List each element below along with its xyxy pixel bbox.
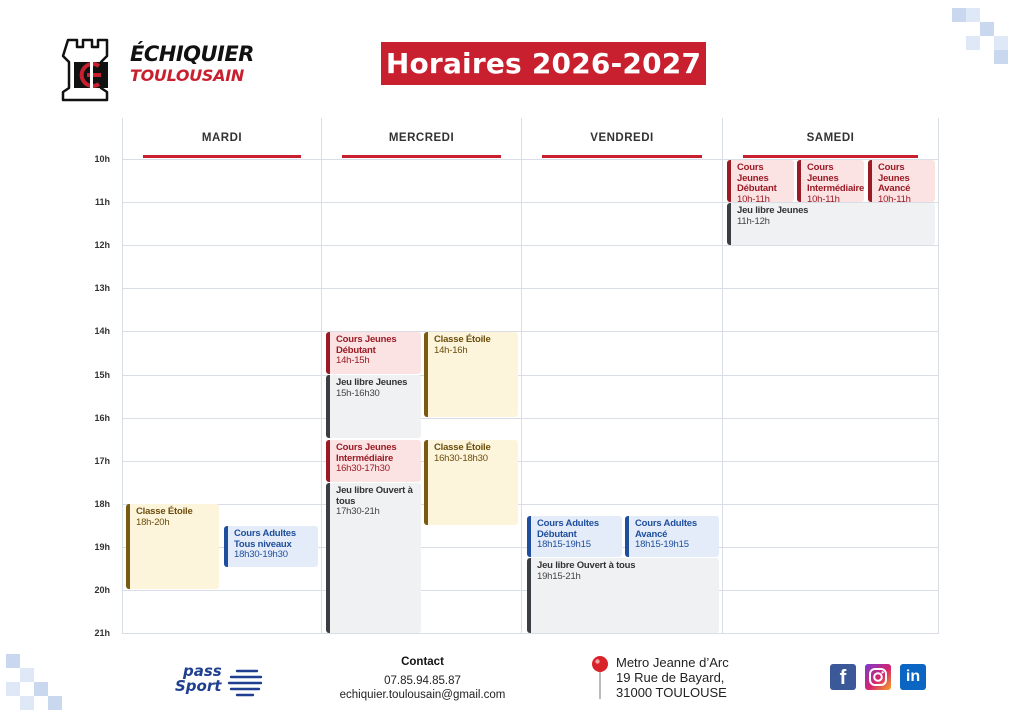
day-heading: SAMEDI (806, 132, 855, 144)
schedule-event (797, 160, 864, 202)
event-time: 18h30-19h30 (234, 549, 288, 560)
hour-label: 17h (94, 456, 110, 466)
hour-gridline (122, 633, 939, 634)
schedule-event (326, 440, 421, 482)
hour-label: 18h (94, 499, 110, 509)
instagram-icon[interactable] (865, 664, 891, 690)
logo-name-line1: ÉCHIQUIER (130, 42, 254, 66)
schedule-event (727, 203, 935, 245)
schedule-event (424, 440, 518, 525)
event-title: Cours Adultes Débutant (537, 518, 599, 540)
schedule-event (727, 160, 794, 202)
pass-sport-line1: pass (183, 662, 222, 680)
event-title: Jeu libre Jeunes (336, 377, 408, 388)
schedule-event (326, 332, 421, 374)
hour-label: 16h (94, 413, 110, 423)
event-time: 11h-12h (737, 215, 770, 227)
event-title: Cours Jeunes Débutant (737, 162, 777, 194)
event-time: 19h15-21h (537, 570, 581, 582)
hour-label: 15h (94, 370, 110, 380)
address-line2: 19 Rue de Bayard, (616, 670, 725, 685)
event-title: Cours Jeunes Intermédiaire (807, 162, 864, 194)
event-time: 18h-20h (136, 516, 170, 528)
schedule-event (527, 516, 622, 557)
event-time: 16h30-18h30 (434, 452, 488, 464)
day-underline (743, 155, 918, 158)
event-title: Jeu libre Ouvert à tous (537, 560, 636, 571)
event-title: Classe Étoile (434, 442, 491, 453)
contact-block (330, 656, 515, 702)
hour-label: 13h (94, 283, 110, 293)
decorative-pixels-bottom-left (6, 654, 66, 712)
event-time: 18h15-19h15 (635, 539, 689, 550)
pass-sport-line2: Sport (175, 677, 222, 695)
day-underline (143, 155, 301, 158)
hour-label: 21h (94, 628, 110, 638)
hour-label: 14h (94, 326, 110, 336)
hour-label: 12h (94, 240, 110, 250)
event-title: Classe Étoile (136, 506, 193, 517)
event-title: Cours Jeunes Débutant (336, 334, 397, 356)
logo-name-line2: TOULOUSAIN (130, 66, 244, 85)
hour-label: 20h (94, 585, 110, 595)
day-heading: VENDREDI (590, 132, 654, 144)
event-title: Jeu libre Jeunes (737, 205, 809, 216)
schedule-event (224, 526, 318, 567)
contact-title: Contact (401, 656, 444, 668)
event-title: Classe Étoile (434, 334, 491, 345)
chess-rook-logo-icon (60, 36, 122, 102)
event-time: 15h-16h30 (336, 387, 380, 399)
event-time: 10h-11h (807, 193, 840, 202)
contact-phone[interactable]: 07.85.94.85.87 (384, 675, 461, 687)
address-block (616, 655, 729, 700)
event-title: Cours Jeunes Intermédiaire (336, 442, 397, 464)
event-time: 17h30-21h (336, 506, 380, 517)
hour-label: 11h (94, 197, 110, 207)
address-line3: 31000 TOULOUSE (616, 685, 727, 700)
pass-sport-stripes-icon (227, 667, 263, 697)
schedule-event (424, 332, 518, 417)
schedule-event (527, 558, 719, 633)
decorative-pixels-top-right (952, 8, 1012, 66)
hour-label: 19h (94, 542, 110, 552)
page-title: Horaires 2026-2027 (381, 42, 706, 85)
schedule-event (868, 160, 935, 202)
day-underline (542, 155, 702, 158)
event-time: 18h15-19h15 (537, 539, 591, 550)
day-heading: MARDI (201, 132, 243, 144)
pass-sport-logo (175, 664, 265, 698)
club-logo (60, 36, 254, 102)
schedule-event (326, 483, 421, 633)
facebook-icon[interactable]: f (830, 664, 856, 690)
day-underline (342, 155, 501, 158)
event-title: Cours Adultes Avancé (635, 518, 697, 540)
event-time: 14h-15h (336, 355, 370, 366)
event-time: 14h-16h (434, 344, 468, 356)
event-time: 10h-11h (878, 193, 911, 202)
schedule-event (625, 516, 719, 557)
event-time: 16h30-17h30 (336, 463, 390, 474)
event-title: Cours Jeunes Avancé (878, 162, 911, 194)
schedule-event (326, 375, 421, 438)
address-line1: Metro Jeanne d’Arc (616, 655, 729, 670)
hour-label: 10h (94, 154, 110, 164)
map-pin-icon (590, 655, 610, 701)
event-title: Jeu libre Ouvert à tous (336, 485, 413, 507)
linkedin-icon[interactable]: in (900, 664, 926, 690)
schedule-event (126, 504, 219, 589)
contact-email[interactable]: echiquier.toulousain@gmail.com (339, 689, 506, 701)
day-heading: MERCREDI (388, 132, 455, 144)
event-title: Cours Adultes Tous niveaux (234, 528, 296, 550)
event-time: 10h-11h (737, 193, 770, 202)
